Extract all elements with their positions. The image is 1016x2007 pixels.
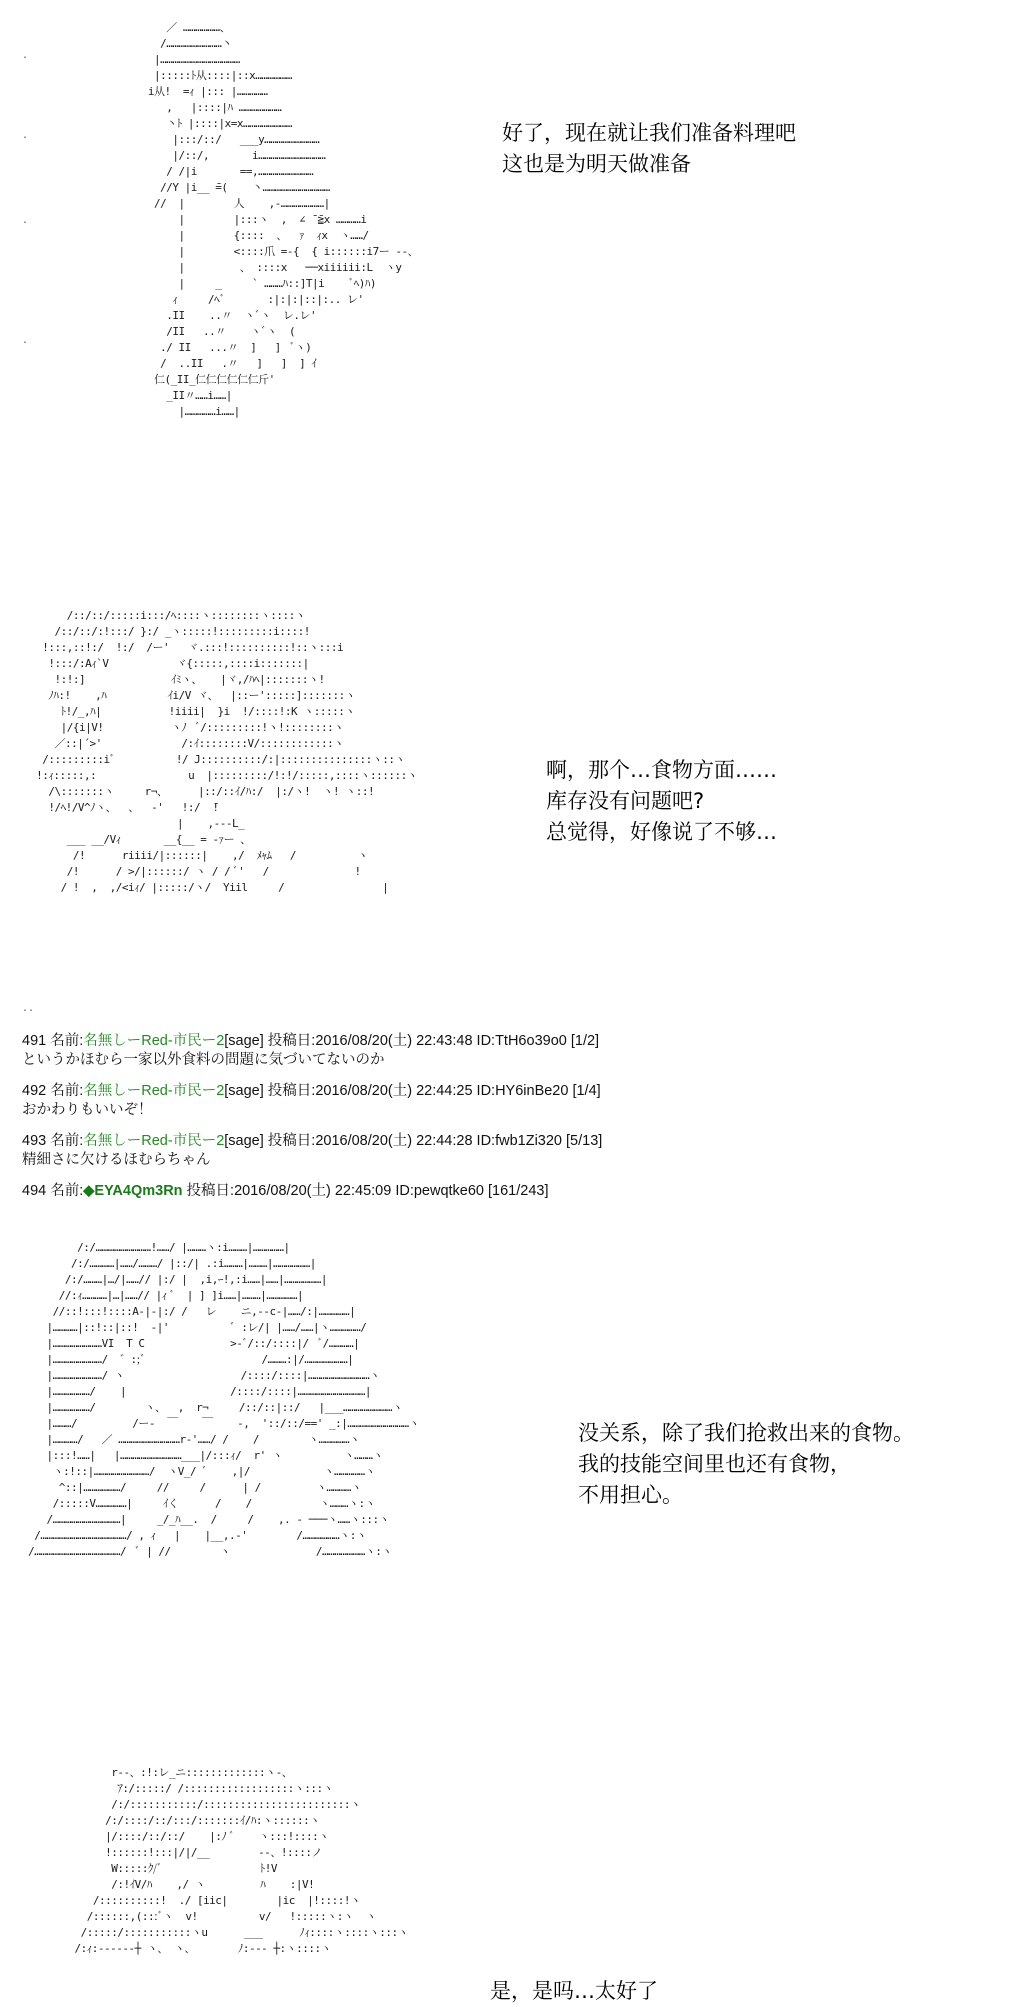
dialogue-line: 我的技能空间里也还有食物，: [578, 1452, 851, 1476]
post-number: 491: [22, 1033, 47, 1049]
dialogue-line: 没关系，除了我们抢救出来的食物。: [578, 1421, 914, 1445]
post-number: 494: [22, 1183, 47, 1199]
dialogue-line: 库存没有问题吧?: [546, 789, 705, 813]
dialogue-1: [502, 118, 796, 180]
post-body: 精細さに欠けるほむらちゃん: [22, 1152, 211, 1168]
post: [22, 1032, 1002, 1070]
post: [22, 1132, 1002, 1170]
mail-field: [sage]: [224, 1133, 264, 1149]
margin-dot: .: [22, 50, 29, 61]
post-header: [22, 1182, 1002, 1201]
dialogue-line: 是，是吗…太好了: [490, 1979, 658, 2003]
ascii-art-character-4: r‐‐、:!:レ_ニ:::::::::::::ヽ‐、 ｱ:/:::::/ /::::::::::::::::::ヽ:::ヽ /:/:::::::::::/::::::::::::::::::::::::ヽ /:/::::/::/:::/:::::::ｲ/ﾊ:ヽ::::::ヽ |/::::/::/::/ |:ﾉ ﾞ ヽ:::!::::ヽ !::::::!:::|/|/__ ‐‐、!::::ノ W:::::ｸ/ﾞ ﾄ!V /:!ｲV/ﾊ ,/ ヽ ﾊ :|V! /::::::::::! ./ [iic| |ic |!::::!ヽ /::::::,(:::ﾞヽ v! v/ !:::::ヽ:ヽ ヽ /:::::/:::::::::::ヽu ___ ﾉｨ::::ヽ::::ヽ:::ヽ /:ｨ:‐‐‐‐‐‐┼ ヽ、 ヽ、 ﾉ:‐‐‐ ┼:ヽ::::ヽ: [74, 1766, 409, 1955]
dialogue-2: [546, 755, 777, 848]
dialogue-line: 啊，那个…食物方面……: [546, 758, 777, 782]
dialogue-line: 这也是为明天做准备: [502, 152, 691, 176]
post-number: 492: [22, 1083, 47, 1099]
poster-name[interactable]: 名無しーRed-市民ー2: [83, 1133, 225, 1149]
name-label: 名前:: [50, 1183, 84, 1199]
post-meta: 投稿日:2016/08/20(土) 22:44:28 ID:fwb1Zi320 [5/13]: [263, 1133, 603, 1149]
name-label: 名前:: [50, 1083, 84, 1099]
post-header: [22, 1082, 1002, 1101]
ascii-art-character-3: /:/………………………!……/ |………ヽ:i………|……………| /:/…………|……/………/ |::/| .:i………|………|………………| /:/………|…/|……// |:/ | ,i,ｰ!,:i……|……|………………| //:ｨ…………|…|……// |ｨ ﾞ | ] ]i……|………|……………| //::!:::!::::A‐|‐|:/ / レ ニ,‐‐c‐|……/:|……………| |…………|::!::|::! ‐|' ﾞ :レ/| |……/……|ヽ……………/ |……………………VI T ̄C >‐ﾞ/::/::::|/ ﾞ/…………| |……………………/ ゛:;ﾞ /………:|/…………………| |……………………/ ヽ /::::/::::|…………………………ヽ |………………/ | /::::/::::|……………………………| |………………/ ヽ、 , r¬ /::/::|::/ |___……………………ヽ |………/ /ー‐ ￣ ￣ ‐, '::/::/==' _:|…………………………ヽ |…………/ ／ …………………………r‐'……/ / / ヽ……………ヽ |:::!……| |…………………………___|/:::ｨ/ r' ヽ ヽ………ヽ ヽ:!::|………………………/ ヽV_/ ﾞ ,|/ ヽ……………ヽ ^::|………………/ // / | / ヽ…………ヽ /:::::V……………| ｲく / / ヽ………ヽ:ヽ /……………………………| _/_ﾊ__. / / ,. ‐ ───ヽ……ヽ:::ヽ /……………………………………/ , ｨ | |__,.‐' /………………ヽ:ヽ /……………………………………/ ﾞ | // ヽ /…………………ヽ:ヽ: [28, 1241, 420, 1558]
margin-dot: ..: [22, 1003, 35, 1014]
mail-field: [sage]: [224, 1033, 264, 1049]
post-meta: 投稿日:2016/08/20(土) 22:43:48 ID:TtH6o39o0 [1/2]: [263, 1033, 600, 1049]
dialogue-line: 不用担心。: [578, 1483, 683, 1507]
post: [22, 1082, 1002, 1120]
poster-name[interactable]: 名無しーRed-市民ー2: [83, 1033, 225, 1049]
post-number: 493: [22, 1133, 47, 1149]
dialogue-4: [490, 1976, 658, 2007]
ascii-art-character-1: ／ ………………、 /………………………丶 |………………………………… |:::::ﾄ从::::|::x……………… i从! =ｨ |::: |…………… , |::::|ﾊ ………………… 丶ﾄ |::::|x=x…………………… |:::/::/ ___y……………………… |/::/, i…………………………… / /|i ==,……………………… //Y |i__ ̄=( 丶…………………………… // | 人 ,‐…………………| | |:::ヽ , ∠ ̄ ̄≧x …………i | {:::: 、 ｧ ｨx ヽ……/ | <::::爪 =‐{ { i::::::i7ー ‐-、 | 、 ::::x ──xiiiiii:L ヽy | _ ` ………ﾊ::]T|i ﾞﾍ)ﾊ) ｨ /ﾍﾞ :|:|:|::|:.. レ' .II ..〃 ヽﾞヽ レ.レ' /II ..〃 ヽﾞヽ ( ./ II ...〃 ] ] ﾞヽ) / ..II .〃 ] ] ] ｲ 仁(_II_仁仁仁仁仁仁斤' _II〃……i……| |……………i……|: [147, 21, 419, 418]
poster-name[interactable]: 名無しーRed-市民ー2: [83, 1083, 225, 1099]
post-list: [22, 1032, 1002, 1213]
post-body: というかほむら一家以外食料の問題に気づいてないのか: [22, 1052, 385, 1068]
post-meta: 投稿日:2016/08/20(土) 22:44:25 ID:HY6inBe20 [1/4]: [263, 1083, 601, 1099]
post-meta: 投稿日:2016/08/20(土) 22:45:09 ID:pewqtke60 [161/243]: [182, 1183, 549, 1199]
ascii-art-character-2: /::/::/:::::i:::/ﾍ::::ヽ::::::::ヽ::::ヽ /::/::/:!:::/ }:/ _ヽ:::::!:::::::::i::::! !:::,::!:/ !:/ /ー' ヾ.:::!::::::::::!::ヽ:::i !:::/:Aｨ`V ヾ{:::::,::::i:::::::| !:!:] ｲﾐヽ、 |ヾ,/ﾊﾍ|:::::::ヽ! ﾉﾊ:! ,ﾊ ｲi/V ヾ、 |::ー':::::]:::::::ヽ ﾄ!/_,ﾊ| !iiii| }i !/::::!:K ヽ:::::ヽ |/{i|V! ヽﾉ ﾞ/:::::::::!ヽ!::::::::ヽ ／::|´>' /:ｲ::::::::V/::::::::::::ヽ /:::::::::iﾞ !/ J::::::::::/:|:::::::::::::::ヽ::ヽ !:ｨ:::::,: u |:::::::::/!:!/:::::,::::ヽ::::::ヽ /\:::::::ヽ r¬、 |::/::ｲ/ﾊ:/ |:/ヽ! ヽ! ヽ::! !/ﾍ!/V^ﾉヽ、 、 ‐' !:/ ̄! | ,‐‐‐L_ ___ __/Vｨ __{__ = ‐ｧー 、 /! riiii/|::::::| ,/ ﾒｬﾑ / ヽ /! / >/|::::::/ ヽ / / ﾞ' / ! / ! , ,/<iｨ/ |:::::/ヽ/ Yiil / |: [36, 609, 418, 894]
dialogue-line: 总觉得，好像说了不够…: [546, 820, 777, 844]
margin-dot: .: [22, 335, 29, 346]
poster-tripcode[interactable]: ◆EYA4Qm3Rn: [83, 1183, 183, 1199]
name-label: 名前:: [50, 1033, 84, 1049]
name-label: 名前:: [50, 1133, 84, 1149]
dialogue-line: 好了，现在就让我们准备料理吧: [502, 121, 796, 145]
mail-field: [sage]: [224, 1083, 264, 1099]
dialogue-3: [578, 1418, 914, 1511]
post-header: [22, 1032, 1002, 1051]
margin-dot: .: [22, 215, 29, 226]
post: [22, 1182, 1002, 1201]
post-body: おかわりもいいぞ！: [22, 1102, 153, 1118]
post-header: [22, 1132, 1002, 1151]
margin-dot: .: [22, 130, 29, 141]
